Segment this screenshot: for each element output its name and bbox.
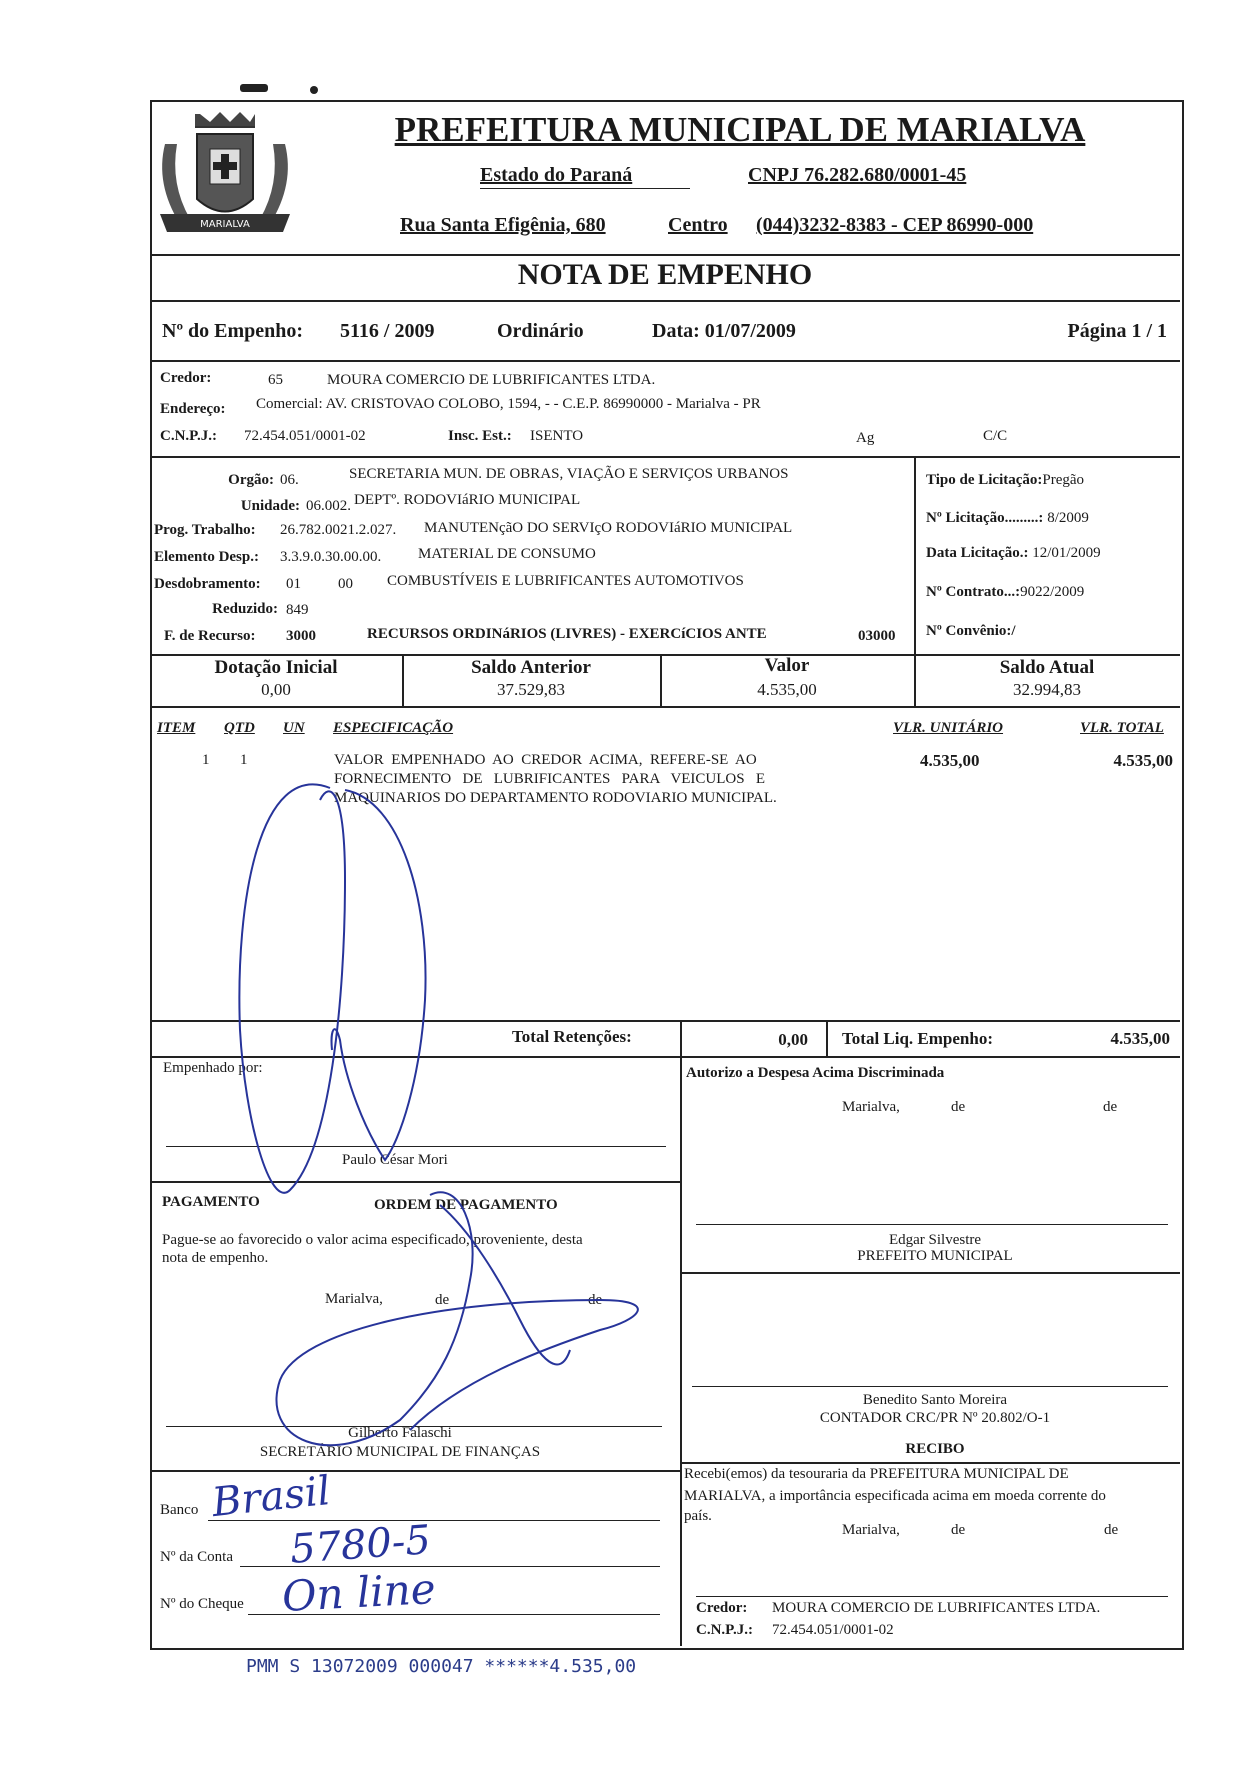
- contrato-number: 9022/2009: [1020, 584, 1085, 600]
- divider: [680, 1056, 682, 1646]
- financas-signer: Gilberto Falaschi: [348, 1425, 452, 1441]
- credor-cnpj: 72.454.051/0001-02: [244, 428, 366, 444]
- pagamento-de2: de: [588, 1292, 603, 1308]
- pagamento-text-2: nota de empenho.: [162, 1250, 269, 1266]
- recibo-place: Marialva,: [842, 1522, 900, 1538]
- contrato-label: Nº Contrato...:: [926, 584, 1021, 600]
- empenho-number-label: Nº do Empenho:: [162, 320, 304, 342]
- valor-label: Valor: [764, 655, 810, 676]
- insc-est-value: ISENTO: [530, 428, 584, 444]
- divider: [150, 300, 1180, 302]
- saldo-anterior-value: 37.529,83: [497, 680, 565, 699]
- recibo-credor-name: MOURA COMERCIO DE LUBRIFICANTES LTDA.: [772, 1600, 1101, 1616]
- divider: [150, 254, 1180, 256]
- header-cnpj: CNPJ 76.282.680/0001-45: [748, 164, 967, 186]
- orgao-desc: SECRETARIA MUN. DE OBRAS, VIAÇÃO E SERVIÇOS URBANOS: [349, 466, 789, 482]
- divider: [680, 1020, 682, 1056]
- valor-value: 4.535,00: [757, 680, 817, 699]
- dotacao-inicial-value: 0,00: [261, 680, 291, 699]
- reduzido-value: 849: [286, 602, 309, 618]
- recibo-de2: de: [1104, 1522, 1119, 1538]
- address-value: Comercial: AV. CRISTOVAO COLOBO, 1594, - - C.E.P. 86990000 - Marialva - PR: [256, 396, 761, 412]
- total-liquido-value: 4.535,00: [1110, 1029, 1170, 1048]
- page-title: PREFEITURA MUNICIPAL DE MARIALVA: [394, 110, 1086, 149]
- recibo-text-3: país.: [684, 1508, 712, 1524]
- col-especificacao: ESPECIFICAÇÃO: [333, 720, 454, 736]
- desdobramento-code1: 01: [286, 576, 301, 592]
- autorizo-label: Autorizo a Despesa Acima Discriminada: [686, 1065, 945, 1081]
- pagamento-label: PAGAMENTO: [162, 1194, 260, 1210]
- financas-role: SECRETÁRIO MUNICIPAL DE FINANÇAS: [259, 1444, 541, 1460]
- credor-code: 65: [268, 372, 283, 388]
- unidade-code: 06.002.: [306, 498, 351, 514]
- stray-mark: [310, 86, 318, 94]
- divider: [150, 1470, 680, 1472]
- divider: [914, 456, 916, 654]
- col-vlr-total: VLR. TOTAL: [1080, 720, 1164, 736]
- total-retencoes-value: 0,00: [778, 1030, 808, 1049]
- pagamento-de1: de: [435, 1292, 450, 1308]
- empenhado-signer: Paulo César Mori: [342, 1152, 448, 1168]
- svg-text:MARIALVA: MARIALVA: [200, 219, 250, 230]
- contrato-row: [926, 584, 1084, 601]
- saldo-atual-label: Saldo Atual: [999, 657, 1095, 678]
- divider: [150, 1181, 680, 1183]
- desdobramento-code2: 00: [338, 576, 353, 592]
- total-liquido-label: Total Liq. Empenho:: [842, 1029, 993, 1048]
- prog-trabalho-label: Prog. Trabalho:: [154, 522, 256, 538]
- item-unit-value: 4.535,00: [920, 751, 980, 770]
- recibo-cnpj-label: C.N.P.J.:: [696, 1622, 753, 1638]
- total-retencoes-label: Total Retenções:: [512, 1027, 632, 1046]
- elemento-desc: MATERIAL DE CONSUMO: [418, 546, 596, 562]
- address-label: Endereço:: [160, 401, 226, 417]
- divider: [826, 1020, 828, 1056]
- document-title: NOTA DE EMPENHO: [517, 258, 813, 291]
- tipo-licitacao-value: Pregão: [1042, 472, 1085, 488]
- banco-handwritten: Brasil: [209, 1467, 333, 1527]
- credor-cnpj-label: C.N.P.J.:: [160, 428, 217, 444]
- state-name: Estado do Paraná: [480, 164, 633, 186]
- col-item: ITEM: [157, 720, 196, 736]
- unidade-desc: DEPTº. RODOVIáRIO MUNICIPAL: [354, 492, 581, 508]
- empenhado-por-label: Empenhado por:: [163, 1060, 263, 1076]
- signature-line: [696, 1596, 1168, 1597]
- desdobramento-desc: COMBUSTÍVEIS E LUBRIFICANTES AUTOMOTIVOS: [387, 573, 744, 589]
- credor-name: MOURA COMERCIO DE LUBRIFICANTES LTDA.: [327, 372, 656, 388]
- conta-label: Nº da Conta: [160, 1549, 233, 1565]
- empenho-number: 5116 / 2009: [340, 320, 435, 342]
- divider: [150, 360, 1180, 362]
- recibo-text-1: Recebi(emos) da tesouraria da PREFEITURA MUNICIPAL DE: [684, 1466, 1069, 1482]
- payment-stamp: PMM S 13072009 000047 ******4.535,00: [246, 1656, 637, 1677]
- item-qtd: 1: [240, 752, 248, 768]
- licitacao-date-label: Data Licitação.:: [926, 545, 1029, 561]
- unidade-label: Unidade:: [240, 498, 300, 514]
- convenio-label: Nº Convênio:/: [926, 623, 1016, 639]
- signature-line: [166, 1146, 666, 1147]
- header-address: Rua Santa Efigênia, 680: [400, 214, 606, 236]
- reduzido-label: Reduzido:: [212, 601, 278, 617]
- pagamento-place: Marialva,: [325, 1291, 383, 1307]
- signature-line: [692, 1386, 1168, 1387]
- licitacao-date: 12/01/2009: [1032, 545, 1101, 561]
- state-underline: [480, 188, 690, 189]
- contador-name: Benedito Santo Moreira: [862, 1392, 1008, 1408]
- header-phone-cep: (044)3232-8383 - CEP 86990-000: [756, 214, 1034, 236]
- item-number: 1: [202, 752, 210, 768]
- elemento-label: Elemento Desp.:: [154, 549, 259, 565]
- col-un: UN: [283, 720, 305, 736]
- divider: [150, 456, 1180, 458]
- licitacao-number-label: Nº Licitação.........:: [926, 510, 1044, 526]
- elemento-code: 3.3.9.0.30.00.00.: [280, 549, 382, 565]
- stray-mark: [240, 84, 268, 92]
- fonte-recurso-code: 3000: [286, 628, 316, 644]
- empenho-date: Data: 01/07/2009: [652, 320, 796, 342]
- col-qtd: QTD: [224, 720, 255, 736]
- desdobramento-label: Desdobramento:: [154, 576, 261, 592]
- saldo-anterior-label: Saldo Anterior: [471, 657, 591, 678]
- fonte-recurso-desc: RECURSOS ORDINáRIOS (LIVRES) - EXERCíCIOS ANTE: [367, 626, 767, 642]
- col-vlr-unitario: VLR. UNITÁRIO: [893, 720, 1004, 736]
- cheque-label: Nº do Cheque: [160, 1596, 244, 1612]
- orgao-label: Orgão:: [228, 472, 274, 488]
- autorizo-de2: de: [1103, 1099, 1118, 1115]
- divider: [150, 1056, 1180, 1058]
- conta-handwritten: 5780-5: [288, 1517, 433, 1573]
- fonte-recurso-label: F. de Recurso:: [164, 628, 256, 644]
- item-spec-line2: FORNECIMENTO DE LUBRIFICANTES PARA VEICULOS E: [334, 771, 766, 787]
- divider: [150, 1020, 1180, 1022]
- licitacao-date-row: [926, 545, 1101, 562]
- item-total-value: 4.535,00: [1113, 751, 1173, 770]
- tipo-licitacao-label: [926, 472, 1084, 489]
- recibo-cnpj: 72.454.051/0001-02: [772, 1622, 894, 1638]
- recibo-text-2: MARIALVA, a importância especificada acima em moeda corrente do: [684, 1488, 1106, 1504]
- prog-trabalho-desc: MANUTENçãO DO SERVIçO RODOVIáRIO MUNICIPAL: [424, 520, 793, 536]
- recibo-credor-label: Credor:: [696, 1600, 748, 1616]
- fonte-recurso-code2: 03000: [858, 628, 896, 644]
- divider: [680, 1462, 1180, 1464]
- pagamento-text-1: Pague-se ao favorecido o valor acima especificado, proveniente, desta: [162, 1232, 583, 1248]
- licitacao-number: 8/2009: [1047, 510, 1089, 526]
- signature-line: [696, 1224, 1168, 1225]
- autorizo-place: Marialva,: [842, 1099, 900, 1115]
- licitacao-number-row: [926, 510, 1089, 527]
- divider: [680, 1272, 1180, 1274]
- saldo-atual-value: 32.994,83: [1013, 680, 1081, 699]
- banco-line: [208, 1520, 660, 1521]
- credor-label: Credor:: [160, 370, 212, 386]
- ag-label: Ag: [856, 430, 875, 446]
- ordem-pagamento-label: ORDEM DE PAGAMENTO: [374, 1197, 558, 1213]
- prefeito-role: PREFEITO MUNICIPAL: [857, 1248, 1013, 1264]
- recibo-de1: de: [951, 1522, 966, 1538]
- item-spec-line3: MAQUINARIOS DO DEPARTAMENTO RODOVIARIO MUNICIPAL.: [334, 790, 777, 806]
- orgao-code: 06.: [280, 472, 299, 488]
- prog-trabalho-code: 26.782.0021.2.027.: [280, 522, 397, 538]
- cc-label: C/C: [983, 428, 1008, 444]
- cheque-handwritten: On line: [280, 1564, 437, 1621]
- recibo-title: RECIBO: [905, 1441, 965, 1457]
- tipo-licitacao-label-text: Tipo de Licitação:: [926, 472, 1043, 488]
- header-district: Centro: [668, 214, 728, 236]
- empenho-type: Ordinário: [497, 320, 584, 342]
- contador-role: CONTADOR CRC/PR Nº 20.802/O-1: [819, 1410, 1051, 1426]
- insc-est-label: Insc. Est.:: [448, 428, 512, 444]
- page-number: Página 1 / 1: [1067, 320, 1167, 342]
- autorizo-de1: de: [951, 1099, 966, 1115]
- item-spec-line1: VALOR EMPENHADO AO CREDOR ACIMA, REFERE-SE AO: [334, 752, 757, 768]
- dotacao-inicial-label: Dotação Inicial: [214, 657, 338, 678]
- prefeito-name: Edgar Silvestre: [888, 1232, 982, 1248]
- banco-label: Banco: [160, 1502, 199, 1518]
- divider: [150, 706, 1180, 708]
- coat-of-arms-icon: [155, 104, 295, 254]
